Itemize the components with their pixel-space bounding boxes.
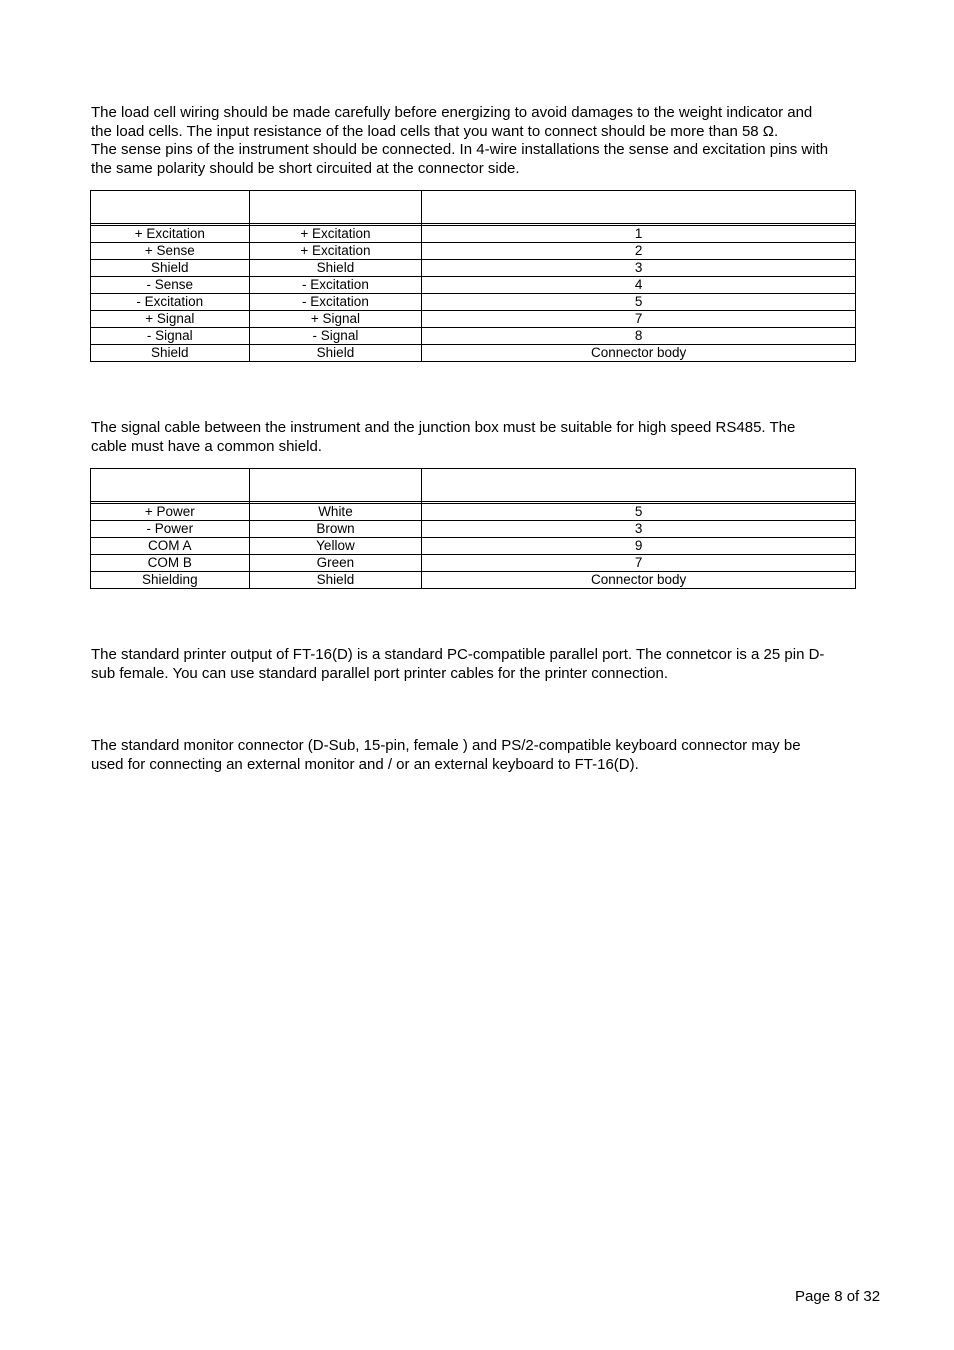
table-cell: Green <box>249 555 422 572</box>
table-cell: Shield <box>249 572 422 589</box>
table-row <box>91 243 856 260</box>
header-cell <box>249 191 422 224</box>
table-row <box>91 345 856 362</box>
table-row <box>91 504 856 521</box>
table-cell: - Signal <box>91 328 250 345</box>
table-cell: White <box>249 504 422 521</box>
table-cell: 5 <box>422 294 856 311</box>
table-cell: COM B <box>91 555 250 572</box>
table-cell: - Sense <box>91 277 250 294</box>
intro-paragraph <box>91 104 891 178</box>
table-cell: + Excitation <box>249 226 422 243</box>
table-cell: Brown <box>249 521 422 538</box>
table-cell: - Signal <box>249 328 422 345</box>
table-row <box>91 572 856 589</box>
intro-line: The sense pins of the instrument should be connected. In 4-wire installations the sense and excitation pins with <box>91 141 829 158</box>
table-cell: + Excitation <box>91 226 250 243</box>
header-cell <box>422 191 856 224</box>
page-number: Page 8 of 32 <box>795 1288 881 1305</box>
table-row <box>91 311 856 328</box>
header-cell <box>91 469 250 502</box>
table-cell: Shield <box>91 345 250 362</box>
table-cell: Shield <box>91 260 250 277</box>
printer-line: sub female. You can use standard parallel port printer cables for the printer connection. <box>91 664 669 682</box>
intro-line: the load cells. The input resistance of the load cells that you want to connect should be more than 58 Ω. <box>91 122 779 140</box>
header-cell <box>249 469 422 502</box>
intro-line: The load cell wiring should be made carefully before energizing to avoid damages to the weight indicator and <box>91 104 813 121</box>
intro-line: the same polarity should be short circuited at the connector side. <box>91 159 520 177</box>
rs485-line: The signal cable between the instrument and the junction box must be suitable for high speed RS485. The <box>91 419 796 436</box>
printer-line: The standard printer output of FT-16(D) is a standard PC-compatible parallel port. The connetcor is a 25 pin D- <box>91 646 825 663</box>
table-cell: 7 <box>422 311 856 328</box>
header-cell <box>422 469 856 502</box>
table-row <box>91 226 856 243</box>
header-cell <box>91 191 250 224</box>
table-cell: + Sense <box>91 243 250 260</box>
table-cell: + Signal <box>249 311 422 328</box>
loadcell-wiring-table <box>90 190 856 362</box>
table-cell: Yellow <box>249 538 422 555</box>
table-header-row <box>91 469 856 502</box>
table-cell: - Excitation <box>249 294 422 311</box>
rs485-paragraph <box>91 419 891 456</box>
rs485-wiring-table <box>90 468 856 589</box>
table-cell: 3 <box>422 521 856 538</box>
table-cell: 5 <box>422 504 856 521</box>
table-cell: - Excitation <box>249 277 422 294</box>
table-cell: + Signal <box>91 311 250 328</box>
table-cell: COM A <box>91 538 250 555</box>
table-cell: + Excitation <box>249 243 422 260</box>
table-cell: 1 <box>422 226 856 243</box>
table-header-row <box>91 191 856 224</box>
table-row <box>91 328 856 345</box>
table-cell: 3 <box>422 260 856 277</box>
table-cell: 7 <box>422 555 856 572</box>
table-row <box>91 555 856 572</box>
table-cell: 2 <box>422 243 856 260</box>
monitor-line: The standard monitor connector (D-Sub, 15-pin, female ) and PS/2-compatible keyboard connector may be <box>91 737 801 754</box>
table-row <box>91 294 856 311</box>
table-cell: Connector body <box>422 345 856 362</box>
table-cell: - Power <box>91 521 250 538</box>
rs485-line: cable must have a common shield. <box>91 437 322 455</box>
table-cell: 9 <box>422 538 856 555</box>
table-cell: + Power <box>91 504 250 521</box>
table-cell: Shield <box>249 345 422 362</box>
table-cell: Shielding <box>91 572 250 589</box>
table-cell: Shield <box>249 260 422 277</box>
monitor-paragraph <box>91 737 891 774</box>
table-cell: Connector body <box>422 572 856 589</box>
table-cell: 4 <box>422 277 856 294</box>
table-row <box>91 277 856 294</box>
monitor-line: used for connecting an external monitor and / or an external keyboard to FT-16(D). <box>91 755 639 773</box>
table-cell: - Excitation <box>91 294 250 311</box>
table-row <box>91 260 856 277</box>
table-cell: 8 <box>422 328 856 345</box>
printer-paragraph <box>91 646 891 683</box>
table-row <box>91 521 856 538</box>
table-row <box>91 538 856 555</box>
